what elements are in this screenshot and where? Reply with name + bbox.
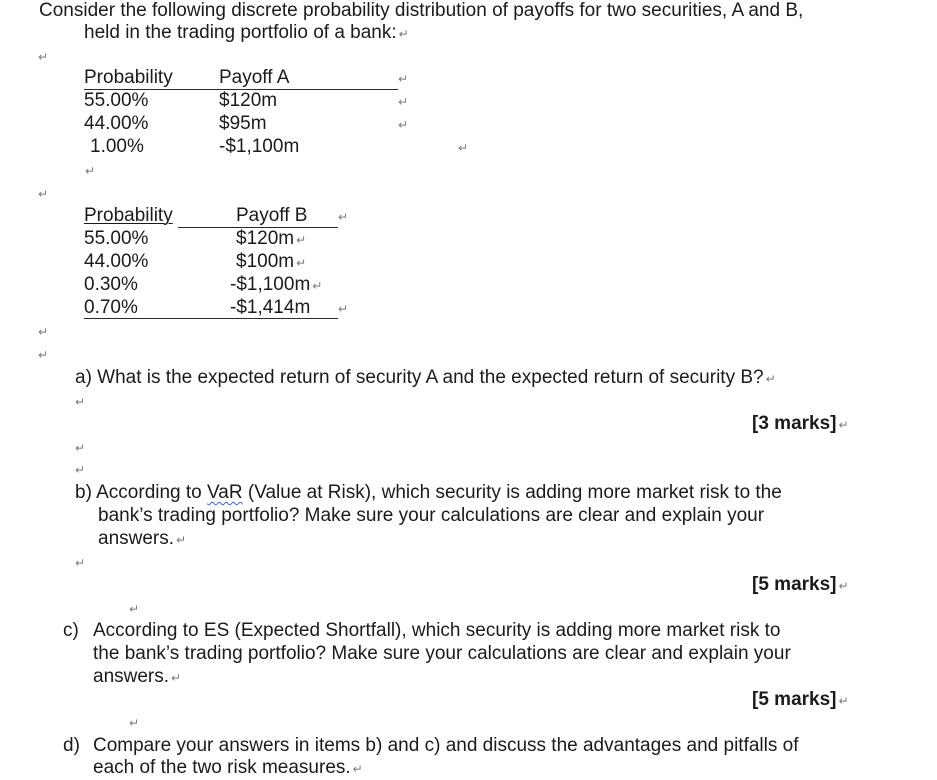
var-term: VaR	[207, 482, 243, 503]
table-a-cell: $120m	[219, 90, 278, 111]
paragraph-mark-icon: ↵	[85, 164, 96, 178]
table-b-cell: 44.00%	[84, 251, 149, 272]
paragraph-mark-icon: ↵	[296, 256, 307, 270]
question-a-text: a) What is the expected return of security A and the expected return of security B?	[75, 367, 764, 388]
paragraph-mark-icon: ↵	[458, 141, 469, 155]
question-d-line-1: Compare your answers in items b) and c) and discuss the advantages and pitfalls of	[93, 735, 799, 756]
question-c-marks: [5 marks] ↵	[752, 689, 849, 710]
paragraph-mark-icon: ↵	[129, 716, 140, 730]
table-b-cell: -$1,414m	[230, 297, 311, 318]
intro-text-1: Consider the following discrete probability distribution of payoffs for two securities, A and B,	[39, 0, 804, 21]
intro-line-2	[84, 22, 409, 45]
question-c-line-1: According to ES (Expected Shortfall), which security is adding more market risk to	[93, 620, 781, 641]
paragraph-mark-icon: ↵	[75, 395, 86, 409]
table-a-cell: 55.00%	[84, 90, 149, 111]
question-c-line-3: answers. ↵	[93, 666, 182, 687]
table-b-cell: 0.70%	[84, 297, 138, 318]
paragraph-mark-icon: ↵	[38, 325, 49, 339]
paragraph-mark-icon: ↵	[398, 72, 409, 86]
question-c-line-2: the bank’s trading portfolio? Make sure your calculations are clear and explain your	[93, 643, 791, 664]
table-a-header-payoff: Payoff A	[219, 67, 290, 88]
paragraph-mark-icon: ↵	[129, 602, 140, 616]
paragraph-mark-icon: ↵	[38, 348, 49, 362]
paragraph-mark-icon: ↵	[296, 233, 307, 247]
intro-line-1	[39, 0, 803, 22]
paragraph-mark-icon: ↵	[38, 187, 49, 201]
paragraph-mark-icon: ↵	[176, 533, 187, 547]
table-b-cell: -$1,100m ↵	[230, 274, 323, 295]
paragraph-mark-icon: ↵	[338, 302, 349, 316]
question-c-label: c)	[63, 620, 79, 641]
paragraph-mark-icon: ↵	[75, 463, 86, 477]
question-d-line-2: each of the two risk measures. ↵	[93, 757, 363, 778]
paragraph-mark-icon: ↵	[312, 279, 323, 293]
table-a-cell: 1.00%	[90, 136, 144, 157]
table-b-header-payoff: Payoff B	[236, 205, 308, 226]
question-a	[75, 367, 776, 390]
paragraph-mark-icon: ↵	[398, 27, 409, 41]
paragraph-mark-icon: ↵	[838, 418, 849, 432]
table-b-bottom-rule	[84, 318, 338, 319]
question-b-line-1: b) According to VaR (Value at Risk), which security is adding more market risk to the	[75, 482, 782, 503]
paragraph-mark-icon: ↵	[352, 762, 363, 776]
paragraph-mark-icon: ↵	[838, 579, 849, 593]
question-b-line-2: bank’s trading portfolio? Make sure your calculations are clear and explain your	[98, 505, 765, 526]
intro-text-2: held in the trading portfolio of a bank:	[84, 22, 397, 43]
table-b-header-probability: Probability	[84, 205, 173, 226]
table-b-cell: $100m ↵	[236, 251, 307, 272]
table-b-cell: 0.30%	[84, 274, 138, 295]
table-b-cell: 55.00%	[84, 228, 149, 249]
table-b-cell: $120m ↵	[236, 228, 307, 249]
table-a-cell: $95m	[219, 113, 267, 134]
question-b-line-3: answers. ↵	[98, 528, 187, 549]
paragraph-mark-icon: ↵	[38, 50, 49, 64]
paragraph-mark-icon: ↵	[338, 210, 349, 224]
paragraph-mark-icon: ↵	[398, 118, 409, 132]
paragraph-mark-icon: ↵	[838, 694, 849, 708]
paragraph-mark-icon: ↵	[75, 441, 86, 455]
question-b-marks: [5 marks] ↵	[752, 574, 849, 595]
paragraph-mark-icon: ↵	[171, 671, 182, 685]
table-a-header-probability: Probability	[84, 67, 173, 88]
question-a-marks: [3 marks] ↵	[752, 413, 849, 434]
paragraph-mark-icon: ↵	[75, 556, 86, 570]
paragraph-mark-icon: ↵	[765, 372, 776, 386]
paragraph-mark-icon: ↵	[398, 95, 409, 109]
table-a-cell: -$1,100m	[219, 136, 300, 157]
table-a-cell: 44.00%	[84, 113, 149, 134]
question-d-label: d)	[63, 735, 80, 756]
